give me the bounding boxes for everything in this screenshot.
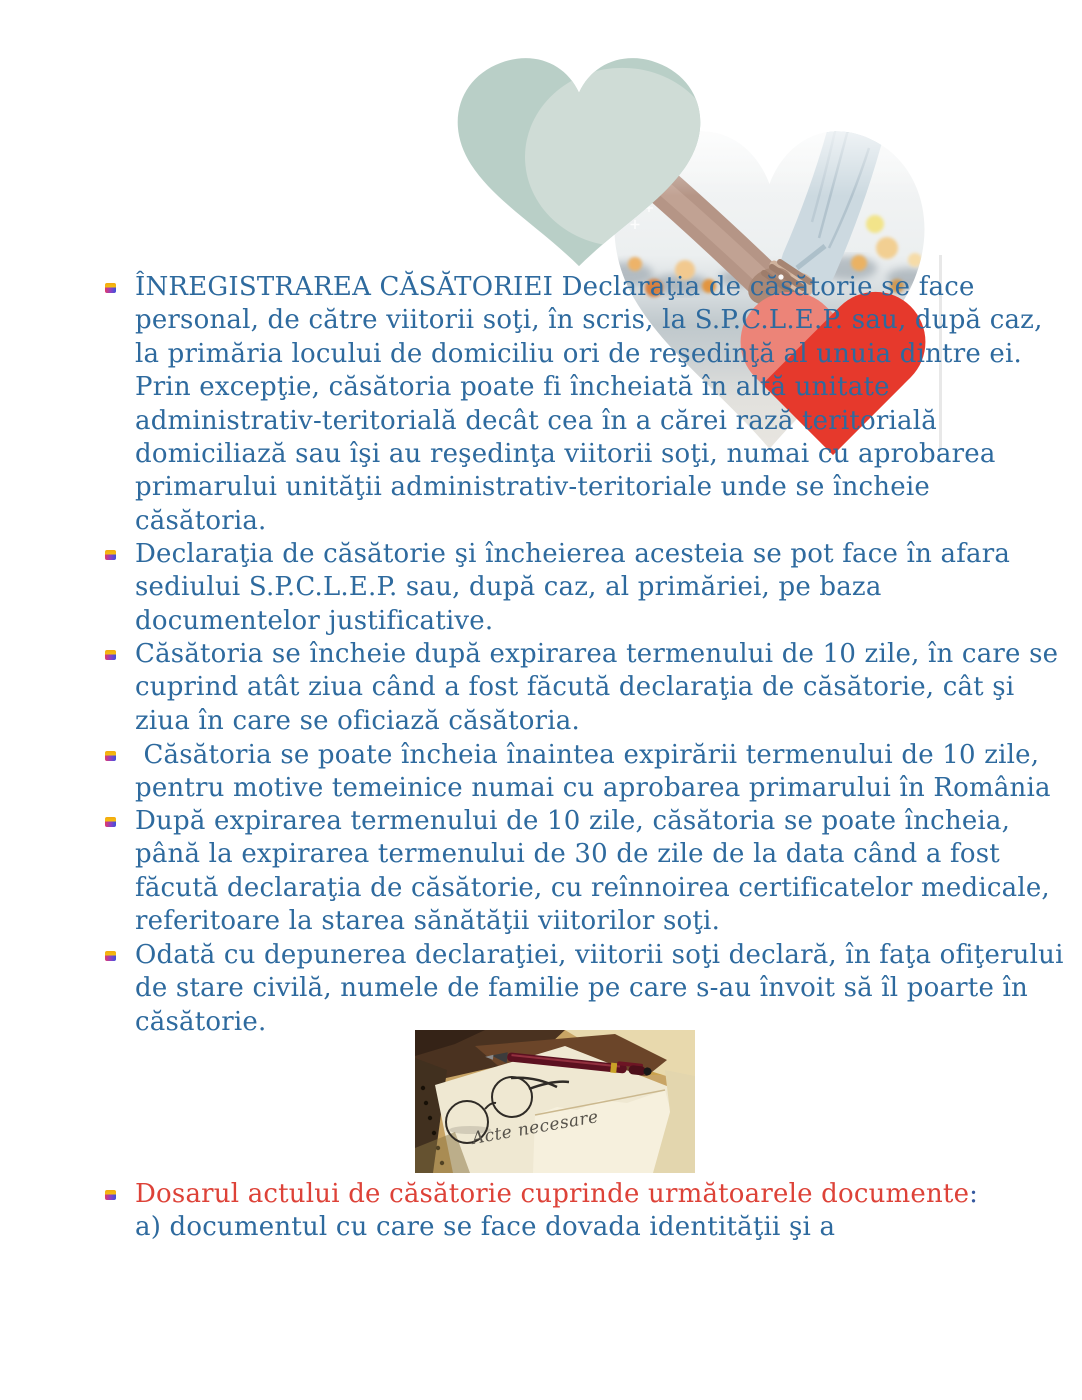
list-bullet-icon bbox=[105, 283, 116, 293]
paragraph-line: pentru motive temeinice numai cu aprobarea primarului în România bbox=[135, 773, 1051, 804]
acte-image-caption: Acte necesare bbox=[470, 1106, 601, 1149]
paragraph-line: Căsătoria se poate încheia înaintea expirării termenului de 10 zile, bbox=[135, 740, 1040, 770]
bullet-item-3 bbox=[103, 638, 1058, 738]
paragraph-line: Odată cu depunerea declaraţiei, viitorii soţi declară, în faţa ofiţerului bbox=[135, 940, 1064, 970]
bullet-item-1 bbox=[103, 271, 1043, 538]
list-bullet-icon bbox=[105, 951, 116, 961]
paragraph-line: ziua în care se oficiază căsătoria. bbox=[135, 705, 580, 736]
paragraph-line: referitoare la starea sănătăţii viitorilor soţi. bbox=[135, 906, 721, 937]
paragraph-line: până la expirarea termenului de 30 de zile de la data când a fost bbox=[135, 839, 1000, 870]
paragraph-line: căsătoria. bbox=[135, 505, 267, 536]
paragraph-line: cuprind atât ziua când a fost făcută declaraţia de căsătorie, cât şi bbox=[135, 672, 1015, 703]
dosar-heading-red: Dosarul actului de căsătorie cuprinde următoarele documente bbox=[135, 1179, 970, 1209]
paragraph-line: la primăria locului de domiciliu ori de reşedinţă al unuia dintre ei. bbox=[135, 338, 1022, 369]
paragraph-line: de stare civilă, numele de familie pe care s-au învoit să îl poarte în bbox=[135, 973, 1028, 1004]
teal-heart-illustration bbox=[444, 48, 714, 276]
list-bullet-icon bbox=[105, 650, 116, 660]
paragraph-line: sediului S.P.C.L.E.P. sau, după caz, al primăriei, pe baza bbox=[135, 572, 882, 603]
list-bullet-icon bbox=[105, 1190, 116, 1200]
dosar-heading-line bbox=[135, 1178, 978, 1211]
paragraph-line: ÎNREGISTRAREA CĂSĂTORIEI Declaraţia de căsătorie se face bbox=[135, 272, 975, 302]
paragraph-line: a) documentul cu care se face dovada identităţii şi a bbox=[135, 1212, 836, 1243]
bullet-item-2 bbox=[103, 538, 1010, 638]
paragraph-line: căsătorie. bbox=[135, 1006, 267, 1037]
paragraph-line: Declaraţia de căsătorie şi încheierea acesteia se pot face în afara bbox=[135, 539, 1011, 569]
paragraph-line: personal, de către viitorii soţi, în scris, la S.P.C.L.E.P. sau, după caz, bbox=[135, 305, 1043, 336]
acte-necesare-photo bbox=[415, 1030, 695, 1173]
list-bullet-icon bbox=[105, 817, 116, 827]
paragraph-line: făcută declaraţia de căsătorie, cu reînnoirea certificatelor medicale, bbox=[135, 872, 1050, 903]
bullet-item-dosar bbox=[103, 1178, 978, 1245]
paragraph-line: primarului unităţii administrativ-teritoriale unde se încheie bbox=[135, 472, 930, 503]
list-bullet-icon bbox=[105, 751, 116, 761]
list-bullet-icon bbox=[105, 550, 116, 560]
bullet-item-5 bbox=[103, 805, 1050, 939]
paragraph-line: După expirarea termenului de 10 zile, căsătoria se poate încheia, bbox=[135, 806, 1011, 836]
bullet-item-6 bbox=[103, 939, 1064, 1039]
paragraph-line: Căsătoria se încheie după expirarea termenului de 10 zile, în care se bbox=[135, 639, 1059, 669]
bullet-item-4 bbox=[103, 739, 1051, 806]
dosar-heading-colon: : bbox=[969, 1179, 979, 1209]
paragraph-line: domiciliază sau îşi au reşedinţa viitorii soţi, numai cu aprobarea bbox=[135, 439, 996, 470]
paragraph-line: documentelor justificative. bbox=[135, 605, 494, 636]
paragraph-line: Prin excepţie, căsătoria poate fi încheiată în altă unitate bbox=[135, 372, 890, 403]
paragraph-line: administrativ-teritorială decât cea în a cărei rază teritorială bbox=[135, 405, 937, 436]
